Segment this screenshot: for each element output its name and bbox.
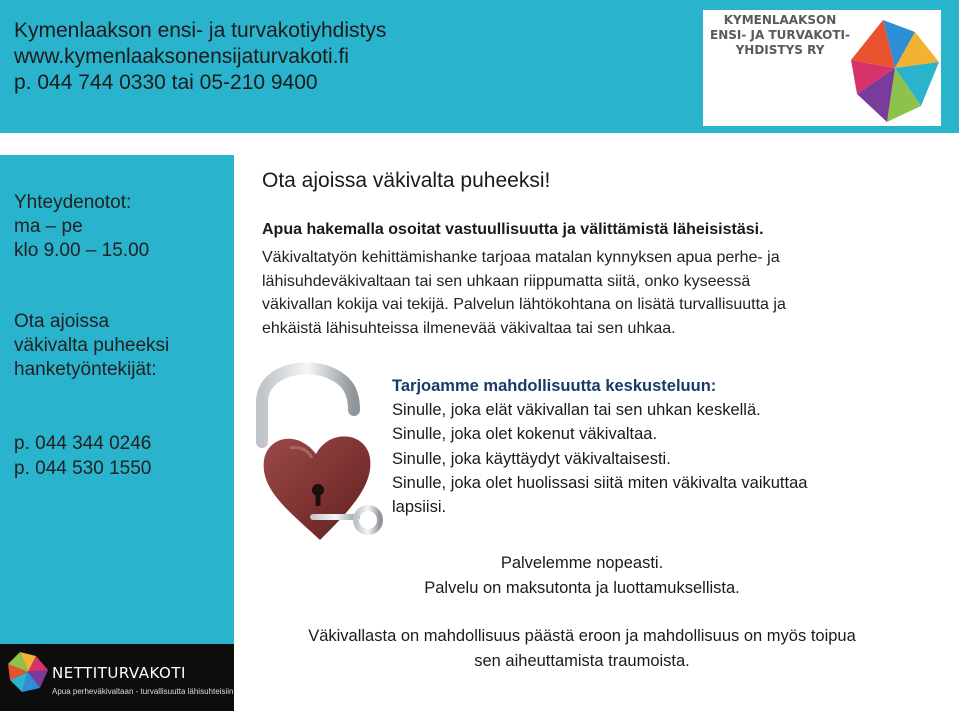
logo-line-2: ENSI- JA TURVAKOTI- — [710, 28, 850, 42]
org-name: Kymenlaakson ensi- ja turvakotiyhdistys — [14, 19, 387, 42]
service-line-1: Palvelemme nopeasti. — [500, 554, 664, 572]
offer-item: Sinulle, joka käyttäydyt väkivaltaisesti. — [392, 449, 671, 468]
worker-phone-2: p. 044 530 1550 — [14, 458, 152, 479]
service-statement — [262, 551, 902, 600]
project-workers — [14, 310, 169, 382]
header-banner — [0, 0, 959, 133]
website-link[interactable]: www.kymenlaaksonensijaturvakoti.fi — [14, 45, 349, 68]
paragraph-line: väkivallan kokija vai tekijä. Palvelun lähtökohtana on lisätä turvallisuutta ja — [262, 296, 786, 313]
header-contact — [14, 18, 386, 96]
closing-line-2: sen aiheuttamista traumoista. — [474, 651, 690, 670]
paragraph-line: Väkivaltatyön kehittämishanke tarjoaa matalan kynnyksen apua perhe- ja — [262, 249, 780, 266]
service-line-2: Palvelu on maksutonta ja luottamuksellista. — [424, 578, 740, 597]
header-phone: p. 044 744 0330 tai 05-210 9400 — [14, 71, 318, 94]
pinwheel-logo-icon — [843, 10, 941, 126]
offer-list — [392, 374, 807, 519]
project-title-line-1: Ota ajoissa — [14, 311, 110, 332]
worker-phone-1: p. 044 344 0246 — [14, 433, 152, 454]
page-title: Ota ajoissa väkivalta puheeksi! — [262, 169, 551, 192]
worker-phones — [14, 431, 151, 481]
offer-item: Sinulle, joka elät väkivallan tai sen uhkan keskellä. — [392, 401, 761, 420]
lead-sentence: Apua hakemalla osoitat vastuullisuutta ja välittämistä läheisistäsi. — [262, 221, 764, 238]
offer-heading: Tarjoamme mahdollisuutta keskusteluun: — [392, 377, 717, 395]
offer-item: Sinulle, joka olet huolissasi siitä miten väkivalta vaikuttaa — [392, 473, 808, 492]
offer-item: lapsiisi. — [392, 498, 447, 517]
sidebar — [0, 155, 234, 711]
contact-heading: Yhteydenotot: — [14, 192, 132, 213]
nettiturvakoti-logo[interactable] — [0, 644, 234, 711]
nettiturvakoti-name: NETTITURVAKOTI — [52, 664, 186, 682]
paragraph-line: lähisuhdeväkivaltaan tai sen uhkaan riippumatta siitä, onko kyseessä — [262, 272, 751, 290]
project-title-line-3: hanketyöntekijät: — [14, 359, 157, 380]
project-title-line-2: väkivalta puheeksi — [14, 335, 170, 356]
nettiturvakoti-pinwheel-icon — [6, 650, 50, 694]
description-paragraph — [262, 246, 892, 340]
closing-statement — [262, 624, 902, 673]
heart-padlock-image — [250, 362, 395, 552]
closing-line-1: Väkivallasta on mahdollisuus päästä eroon ja mahdollisuus on myös toipua — [308, 627, 856, 645]
organization-logo — [703, 10, 941, 126]
logo-line-3: YHDISTYS RY — [735, 43, 825, 57]
logo-text — [705, 13, 855, 58]
contact-hours-time: klo 9.00 – 15.00 — [14, 240, 150, 261]
paragraph-line: ehkäistä lähisuhteissa ilmenevää väkivaltaa tai sen uhkaa. — [262, 319, 676, 337]
contact-days: ma – pe — [14, 216, 83, 237]
contact-hours — [14, 191, 149, 263]
logo-line-1: KYMENLAAKSON — [723, 13, 837, 27]
offer-item: Sinulle, joka olet kokenut väkivaltaa. — [392, 425, 658, 444]
nettiturvakoti-tagline: Apua perheväkivaltaan - turvallisuutta lähisuhteisiin — [52, 687, 234, 696]
